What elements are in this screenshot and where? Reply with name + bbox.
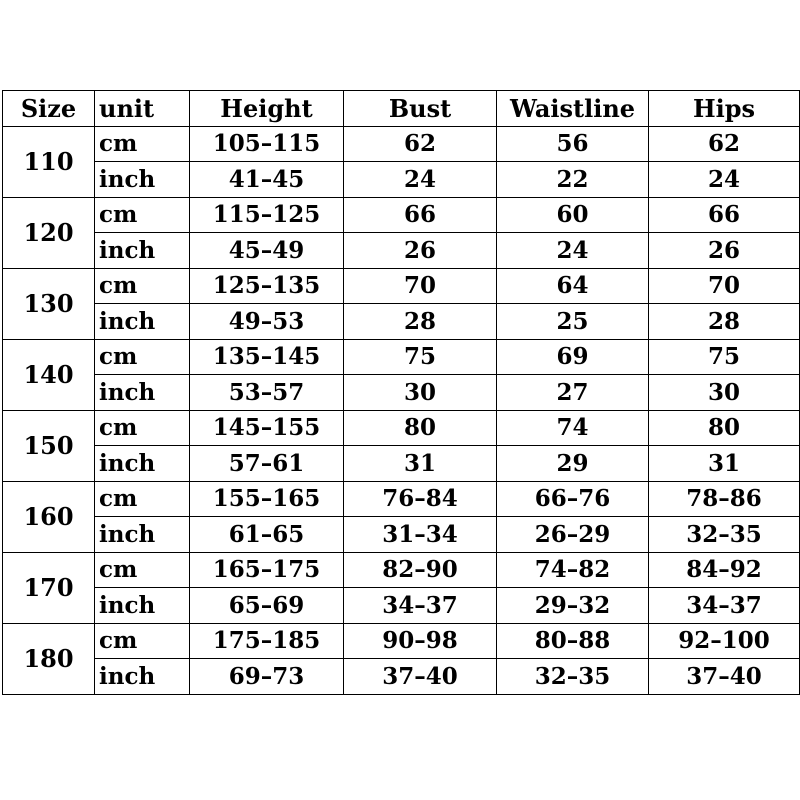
cell-height: 61–65: [190, 517, 344, 553]
cell-hips: 30: [649, 375, 800, 411]
cell-size: 160: [3, 481, 95, 552]
table-row: [3, 233, 800, 269]
cell-waistline: 24: [497, 233, 649, 269]
cell-hips: 31: [649, 446, 800, 482]
cell-height: 145–155: [190, 410, 344, 446]
cell-height: 135–145: [190, 339, 344, 375]
cell-hips: 28: [649, 304, 800, 340]
cell-height: 165–175: [190, 552, 344, 588]
cell-unit: inch: [95, 659, 190, 695]
cell-bust: 30: [344, 375, 497, 411]
cell-height: 69–73: [190, 659, 344, 695]
cell-bust: 24: [344, 162, 497, 198]
table-body: [3, 126, 800, 694]
cell-waistline: 27: [497, 375, 649, 411]
cell-waistline: 66–76: [497, 481, 649, 517]
cell-bust: 90–98: [344, 623, 497, 659]
cell-hips: 84–92: [649, 552, 800, 588]
cell-bust: 26: [344, 233, 497, 269]
cell-unit: inch: [95, 517, 190, 553]
cell-bust: 31: [344, 446, 497, 482]
cell-height: 175–185: [190, 623, 344, 659]
cell-height: 49–53: [190, 304, 344, 340]
table-row: [3, 552, 800, 588]
cell-hips: 80: [649, 410, 800, 446]
table-row: [3, 659, 800, 695]
cell-bust: 76–84: [344, 481, 497, 517]
cell-size: 150: [3, 410, 95, 481]
cell-hips: 32–35: [649, 517, 800, 553]
header-waistline: Waistline: [497, 91, 649, 127]
header-row: [3, 91, 800, 127]
cell-bust: 31–34: [344, 517, 497, 553]
cell-hips: 62: [649, 126, 800, 162]
cell-waistline: 80–88: [497, 623, 649, 659]
header-size: Size: [3, 91, 95, 127]
cell-hips: 26: [649, 233, 800, 269]
cell-hips: 75: [649, 339, 800, 375]
cell-hips: 66: [649, 197, 800, 233]
cell-unit: inch: [95, 588, 190, 624]
cell-height: 125–135: [190, 268, 344, 304]
cell-size: 110: [3, 126, 95, 197]
table-row: [3, 481, 800, 517]
cell-height: 45–49: [190, 233, 344, 269]
cell-size: 170: [3, 552, 95, 623]
cell-bust: 70: [344, 268, 497, 304]
cell-waistline: 26–29: [497, 517, 649, 553]
cell-height: 57–61: [190, 446, 344, 482]
cell-hips: 24: [649, 162, 800, 198]
cell-height: 155–165: [190, 481, 344, 517]
cell-bust: 75: [344, 339, 497, 375]
cell-unit: inch: [95, 304, 190, 340]
cell-bust: 80: [344, 410, 497, 446]
cell-unit: cm: [95, 197, 190, 233]
cell-hips: 78–86: [649, 481, 800, 517]
cell-waistline: 64: [497, 268, 649, 304]
cell-bust: 62: [344, 126, 497, 162]
cell-unit: cm: [95, 481, 190, 517]
cell-unit: inch: [95, 375, 190, 411]
cell-bust: 82–90: [344, 552, 497, 588]
size-chart-table: [2, 90, 800, 695]
cell-size: 120: [3, 197, 95, 268]
cell-waistline: 29–32: [497, 588, 649, 624]
cell-waistline: 29: [497, 446, 649, 482]
cell-height: 105–115: [190, 126, 344, 162]
table-row: [3, 268, 800, 304]
cell-waistline: 74: [497, 410, 649, 446]
cell-hips: 70: [649, 268, 800, 304]
cell-height: 115–125: [190, 197, 344, 233]
cell-waistline: 22: [497, 162, 649, 198]
cell-hips: 34–37: [649, 588, 800, 624]
cell-bust: 37–40: [344, 659, 497, 695]
cell-height: 65–69: [190, 588, 344, 624]
header-bust: Bust: [344, 91, 497, 127]
table-row: [3, 517, 800, 553]
table-row: [3, 375, 800, 411]
cell-height: 41–45: [190, 162, 344, 198]
table-row: [3, 304, 800, 340]
cell-unit: cm: [95, 552, 190, 588]
table-row: [3, 126, 800, 162]
header-unit: unit: [95, 91, 190, 127]
cell-hips: 37–40: [649, 659, 800, 695]
cell-unit: cm: [95, 410, 190, 446]
cell-bust: 28: [344, 304, 497, 340]
cell-size: 180: [3, 623, 95, 694]
cell-hips: 92–100: [649, 623, 800, 659]
cell-waistline: 60: [497, 197, 649, 233]
cell-unit: cm: [95, 268, 190, 304]
cell-unit: inch: [95, 233, 190, 269]
cell-unit: inch: [95, 446, 190, 482]
cell-height: 53–57: [190, 375, 344, 411]
cell-unit: cm: [95, 339, 190, 375]
header-height: Height: [190, 91, 344, 127]
cell-waistline: 25: [497, 304, 649, 340]
cell-bust: 66: [344, 197, 497, 233]
cell-waistline: 56: [497, 126, 649, 162]
cell-waistline: 69: [497, 339, 649, 375]
cell-unit: cm: [95, 623, 190, 659]
cell-waistline: 74–82: [497, 552, 649, 588]
cell-unit: inch: [95, 162, 190, 198]
table-row: [3, 339, 800, 375]
cell-unit: cm: [95, 126, 190, 162]
cell-bust: 34–37: [344, 588, 497, 624]
table-row: [3, 446, 800, 482]
cell-size: 140: [3, 339, 95, 410]
cell-waistline: 32–35: [497, 659, 649, 695]
header-hips: Hips: [649, 91, 800, 127]
table-row: [3, 623, 800, 659]
table-row: [3, 197, 800, 233]
table-row: [3, 162, 800, 198]
table-row: [3, 588, 800, 624]
cell-size: 130: [3, 268, 95, 339]
table-row: [3, 410, 800, 446]
